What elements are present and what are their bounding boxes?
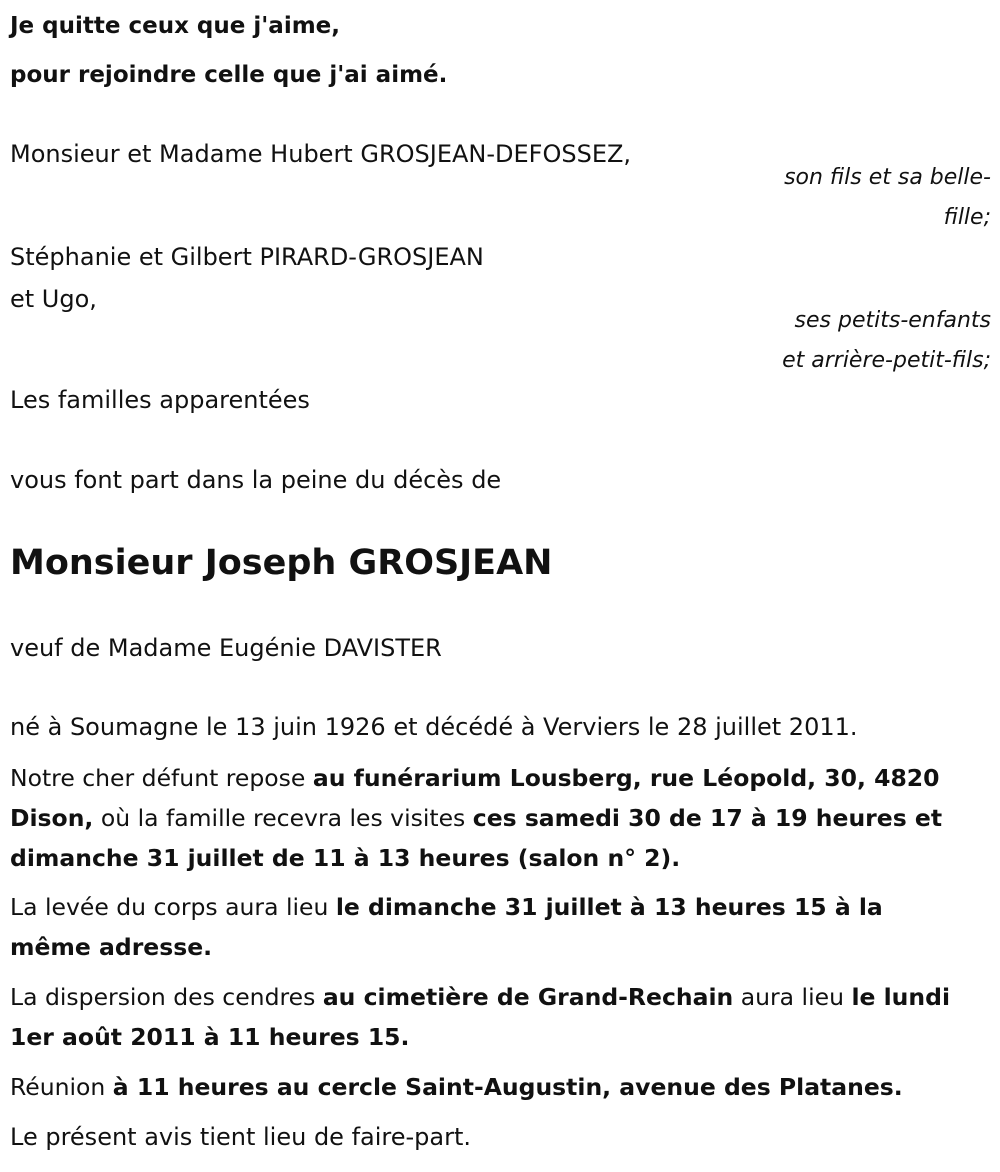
levee-text-1: La levée du corps aura lieu <box>10 893 336 921</box>
closing-note: Le présent avis tient lieu de faire-part. <box>10 1123 472 1151</box>
birth-death: né à Soumagne le 13 juin 1926 et décédé à Verviers le 28 juillet 2011. <box>10 713 858 741</box>
reunion-bold-1: à 11 heures au cercle Saint-Augustin, avenue des Platanes. <box>112 1073 903 1101</box>
epigraph-line-2: pour rejoindre celle que j'ai aimé. <box>10 62 448 88</box>
rest-text-1: Notre cher défunt repose <box>10 764 313 792</box>
son-relation-line-2: fille; <box>943 205 991 230</box>
dispersion-bold-1: au cimetière de Grand-Rechain <box>322 983 734 1011</box>
grandchildren-relation-line-2: et arrière-petit-fils; <box>782 348 991 373</box>
announcement: vous font part dans la peine du décès de <box>10 466 502 494</box>
deceased-name: Monsieur Joseph GROSJEAN <box>10 543 553 583</box>
levee-paragraph <box>10 887 950 967</box>
widower-of: veuf de Madame Eugénie DAVISTER <box>10 634 442 662</box>
rest-bold-2: ces samedi 30 de 17 à 19 heures et dimanche 31 juillet de 11 à 13 heures (salon n° 2). <box>10 804 943 872</box>
resting-place-paragraph <box>10 758 950 878</box>
rest-bold-1: au funérarium Lousberg, rue Léopold, 30, 4820 Dison, <box>10 764 940 832</box>
reunion-paragraph <box>10 1067 950 1107</box>
levee-bold-1: le dimanche 31 juillet à 13 heures 15 à la même adresse. <box>10 893 883 961</box>
rest-text-2: où la famille recevra les visites <box>93 804 473 832</box>
grandchildren-relation-line-1: ses petits-enfants <box>794 308 991 333</box>
reunion-text-1: Réunion <box>10 1073 113 1101</box>
relatives: Les familles apparentées <box>10 386 310 414</box>
dispersion-paragraph <box>10 977 950 1057</box>
epigraph-line-1: Je quitte ceux que j'aime, <box>10 13 341 39</box>
grandchildren-line-1: Stéphanie et Gilbert PIRARD-GROSJEAN <box>10 243 484 271</box>
son-relation-line-1: son fils et sa belle- <box>784 165 991 190</box>
son-names: Monsieur et Madame Hubert GROSJEAN-DEFOSSEZ, <box>10 140 632 168</box>
grandchildren-line-2: et Ugo, <box>10 285 97 313</box>
dispersion-text-2: aura lieu <box>733 983 852 1011</box>
dispersion-text-1: La dispersion des cendres <box>10 983 323 1011</box>
dispersion-bold-2: le lundi 1er août 2011 à 11 heures 15. <box>10 983 951 1051</box>
